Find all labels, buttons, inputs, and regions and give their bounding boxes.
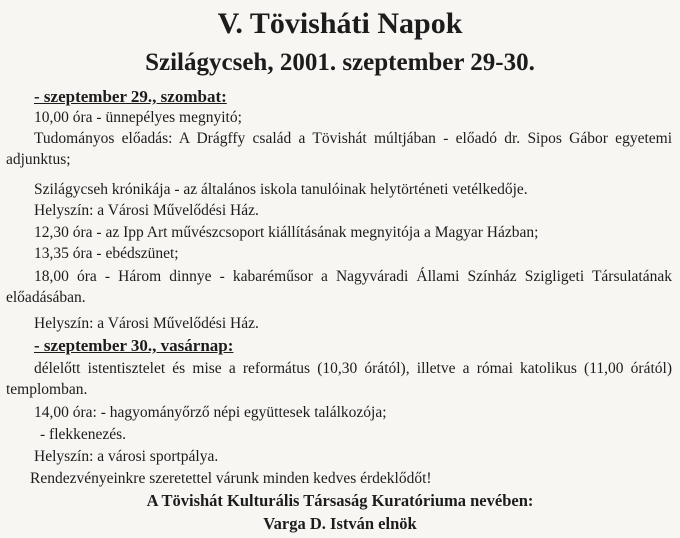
day2-item-venue: Helyszín: a városi sportpálya. — [34, 448, 219, 465]
signature-organization: A Tövishát Kulturális Társaság Kuratóriuma nevében: — [146, 491, 534, 510]
day2-item-flekken: - flekkenezés. — [40, 426, 127, 443]
day1-item-venue1: Helyszín: a Városi Művelődési Ház. — [34, 202, 259, 219]
day2-item-service: délelőtt istentisztelet és mise a református (10,30 órától), illetve a római katolikus (11,00 órától) templomban. — [6, 360, 672, 398]
day1-item-venue2: Helyszín: a Városi Művelődési Ház. — [34, 315, 259, 332]
day1-item-chronicle: Szilágycseh krónikája - az általános iskola tanulóinak helytörténeti vetélkedője. — [34, 181, 528, 198]
signature-name: Varga D. István elnök — [263, 514, 417, 533]
day1-heading: - szeptember 29., szombat: — [34, 87, 227, 106]
page-subtitle: Szilágycseh, 2001. szeptember 29-30. — [145, 49, 535, 76]
page-title: V. Tövisháti Napok — [217, 7, 463, 40]
day1-item-lunch: 13,35 óra - ebédszünet; — [34, 245, 179, 262]
closing-invitation: Rendezvényeinkre szeretettel várunk minden kedves érdeklődőt! — [30, 470, 432, 487]
day1-item-exhibition: 12,30 óra - az Ipp Art művészcsoport kiállításának megnyitója a Magyar Házban; — [34, 224, 539, 241]
day1-item-opening: 10,00 óra - ünnepélyes megnyitó; — [34, 109, 242, 126]
day1-item-cabaret: 18,00 óra - Három dinnye - kabaréműsor a Nagyváradi Állami Színház Szigligeti Társulatának előadásában. — [6, 268, 672, 306]
day1-item-lecture: Tudományos előadás: A Drágffy család a Tövishát múltjában - előadó dr. Sipos Gábor egyetemi adjunktus; — [6, 130, 672, 168]
day2-item-folk: 14,00 óra: - hagyományőrző népi együttesek találkozója; — [34, 404, 387, 421]
day2-heading: - szeptember 30., vasárnap: — [34, 336, 234, 355]
